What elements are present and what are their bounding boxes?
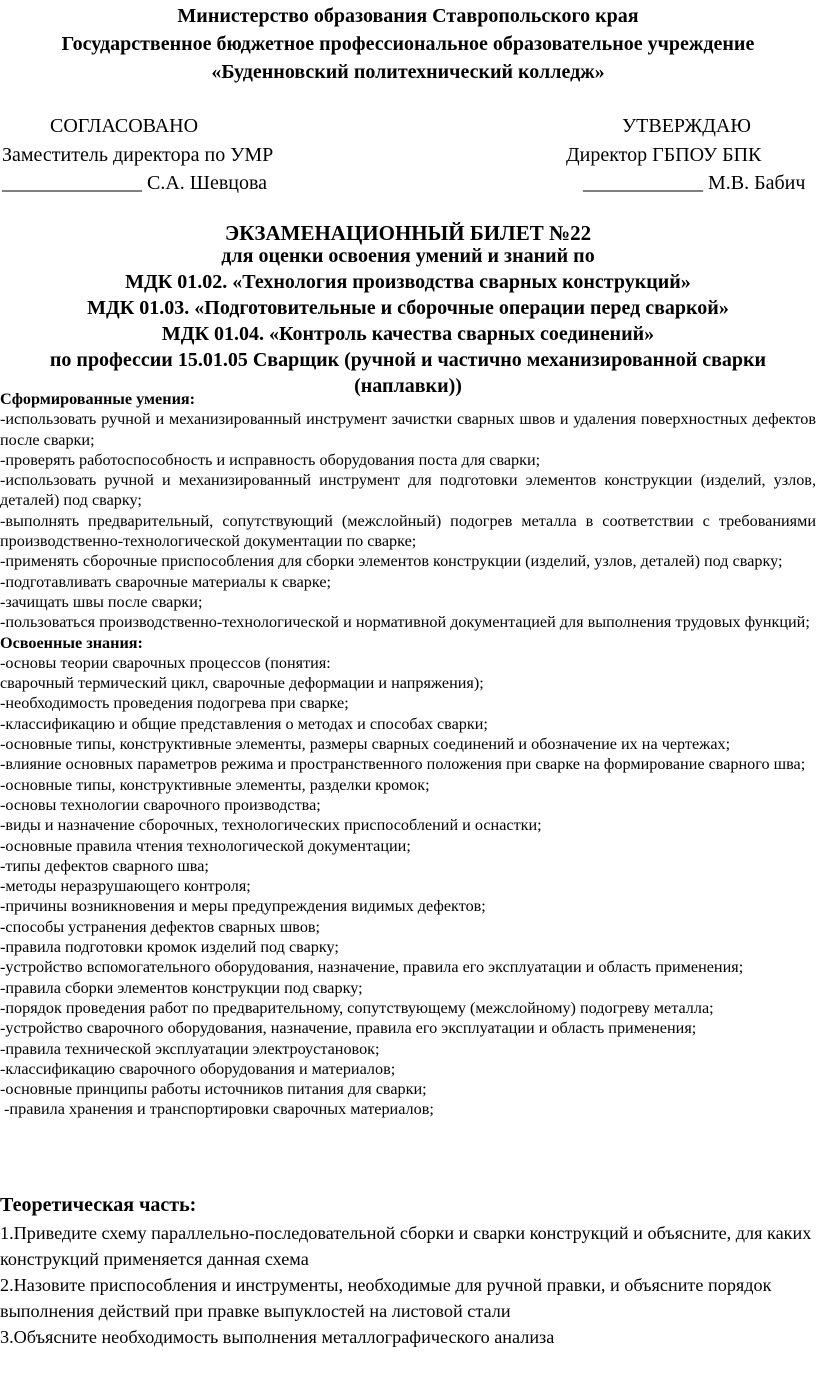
list-item: -проверять работоспособность и исправность оборудования поста для сварки; <box>0 450 541 469</box>
list-item: -правила сборки элементов конструкции под сварку; <box>0 978 363 997</box>
approved-position: Директор ГБПОУ БПК <box>566 144 762 166</box>
list-item: -устройство сварочного оборудования, назначение, правила его эксплуатации и область применения; <box>0 1019 697 1038</box>
list-item: -основные принципы работы источников питания для сварки; <box>0 1080 427 1099</box>
list-item: -причины возникновения и меры предупреждения видимых дефектов; <box>0 897 486 916</box>
list-item: -виды и назначение сборочных, технологических приспособлений и оснастки; <box>0 816 542 835</box>
list-item: -методы неразрушающего контроля; <box>0 877 251 896</box>
list-item: -выполнять предварительный, сопутствующий (межслойный) подогрев металла в соответствии с требованиями производственно-технологической документации по сварке; <box>0 511 816 551</box>
list-item: -применять сборочные приспособления для сборки элементов конструкции (изделий, узлов, деталей) под сварку; <box>0 552 783 571</box>
ticket-line: по профессии 15.01.05 Сварщик (ручной и частично механизированной сварки <box>49 349 767 371</box>
list-item: -классификацию сварочного оборудования и материалов; <box>0 1059 396 1078</box>
list-item: -основные типы, конструктивные элементы, разделки кромок; <box>0 775 430 794</box>
list-item: -устройство вспомогательного оборудования, назначение, правила его эксплуатации и область применения; <box>0 958 744 977</box>
skills-list <box>0 409 816 632</box>
ticket-line: МДК 01.03. «Подготовительные и сборочные операции перед сваркой» <box>87 297 729 319</box>
list-item: -правила хранения и транспортировки сварочных материалов; <box>0 1100 434 1119</box>
ticket-line: (наплавки)) <box>354 375 462 397</box>
ticket-subtitle <box>0 243 816 399</box>
list-item: -зачищать швы после сварки; <box>0 592 203 611</box>
question-list <box>0 1220 816 1350</box>
list-item: -классификацию и общие представления о методах и способах сварки; <box>0 714 488 733</box>
theory-heading: Теоретическая часть: <box>0 1194 197 1216</box>
agreed-title: СОГЛАСОВАНО <box>50 115 199 137</box>
list-item: -основы теории сварочных процессов (понятия: <box>0 653 331 672</box>
question-item: 3.Объясните необходимость выполнения металлографического анализа <box>0 1327 555 1347</box>
list-item: -подготавливать сварочные материалы к сварке; <box>0 572 332 591</box>
list-item: -использовать ручной и механизированный инструмент зачистки сварных швов и удаления поверхностных дефектов после сварки; <box>0 410 816 449</box>
list-item: сварочный термический цикл, сварочные деформации и напряжения); <box>0 674 484 693</box>
institution-type-line: Государственное бюджетное профессиональное образовательное учреждение <box>61 33 755 55</box>
ticket-line: для оценки освоения умений и знаний по <box>221 245 595 267</box>
institution-header <box>0 2 816 86</box>
ministry-line: Министерство образования Ставропольского края <box>177 5 639 27</box>
ticket-title: ЭКЗАМЕНАЦИОННЫЙ БИЛЕТ №22 <box>224 221 592 245</box>
ticket-line: МДК 01.02. «Технология производства сварных конструкций» <box>125 271 691 293</box>
list-item: -способы устранения дефектов сварных швов; <box>0 917 321 936</box>
approved-signature: ____________ М.В. Бабич <box>583 172 806 194</box>
knowledge-list <box>0 653 816 1120</box>
agreed-position: Заместитель директора по УМР <box>2 144 274 166</box>
approved-title: УТВЕРЖДАЮ <box>622 115 751 137</box>
list-item: -основные правила чтения технологической документации; <box>0 836 411 855</box>
list-item: -основы технологии сварочного производства; <box>0 795 321 814</box>
list-item: -пользоваться производственно-технологической и нормативной документацией для выполнения трудовых функций; <box>0 613 810 632</box>
list-item: -порядок проведения работ по предварительному, сопутствующему (межслойному) подогреву металла; <box>0 998 714 1017</box>
list-item: -использовать ручной и механизированный инструмент для подготовки элементов конструкции (изделий, узлов, деталей) под сварку; <box>0 471 816 510</box>
theory-section <box>0 1192 816 1350</box>
list-item: -основные типы, конструктивные элементы, размеры сварных соединений и обозначение их на чертежах; <box>0 735 731 754</box>
college-name-line: «Буденновский политехнический колледж» <box>211 61 605 83</box>
list-item: -необходимость проведения подогрева при сварке; <box>0 694 349 713</box>
list-item: -типы дефектов сварного шва; <box>0 856 209 875</box>
skills-heading: Сформированные умения: <box>0 390 196 408</box>
agreed-signature: ______________ С.А. Шевцова <box>2 172 268 194</box>
competencies-section <box>0 389 816 1120</box>
list-item: -влияние основных параметров режима и пространственного положения при сварке на формирование сварного шва; <box>0 755 806 774</box>
question-item: 1.Приведите схему параллельно-последовательной сборки и сварки конструкций и объясните, для каких конструкций применяется данная схема <box>0 1223 812 1269</box>
list-item: -правила подготовки кромок изделий под сварку; <box>0 938 339 957</box>
list-item: -правила технической эксплуатации электроустановок; <box>0 1039 380 1058</box>
question-item: 2.Назовите приспособления и инструменты, необходимые для ручной правки, и объясните порядок выполнения действий при правке выпуклостей на листовой стали <box>0 1275 772 1321</box>
knowledge-heading: Освоенные знания: <box>0 633 143 652</box>
ticket-line: МДК 01.04. «Контроль качества сварных соединений» <box>161 323 655 345</box>
